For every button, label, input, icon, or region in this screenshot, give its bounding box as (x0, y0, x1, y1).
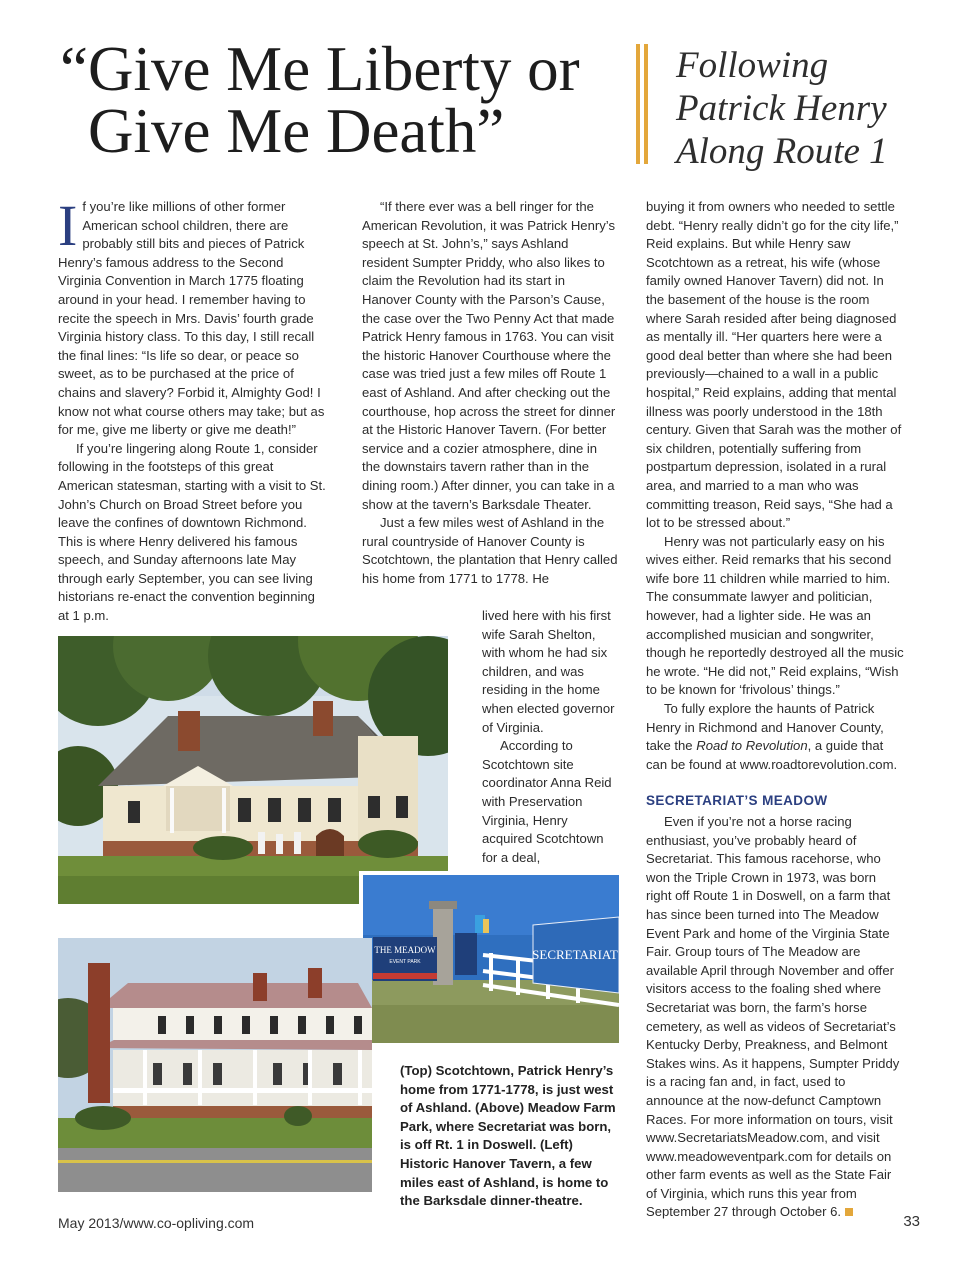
headline-line-2: Give Me Death” (88, 96, 505, 166)
sign-subtext: EVENT PARK (389, 959, 421, 965)
headline (60, 34, 630, 166)
scotchtown-illustration (58, 636, 448, 904)
accent-rule (636, 44, 640, 164)
paragraph-text: Even if you’re not a horse racing enthusiast, you’ve probably heard of Secretariat. This famous racehorse, who won the Triple Crown in 1973, was born right off Route 1 in Doswell, on a farm that has since been turned into The Meadow Event Park and home of the Virginia State Fair. Group tours of The Meadow are available April through November and offer visitors access to the foaling shed where Secretariat was born, the farm’s horse cemetery, as well as videos of Secretariat’s Kentucky Derby, Preakness, and Belmont Stakes wins. As it happens, Sumpter Priddy is a racing fan and, in fact, used to announce at the now-defunct Camptown Races. For more information on tours, visit www.SecretariatsMeadow.com, and visit www.meadoweventpark.com for details on other farm events as well as the State Fair of Virginia, which runs this year from September 27 through October 6. (646, 814, 900, 1220)
paragraph (646, 700, 904, 774)
subheadline-line-1: Following (676, 45, 829, 86)
subheadline-line-2: Patrick Henry (676, 88, 887, 129)
paragraph (646, 813, 904, 1222)
paragraph (58, 193, 326, 440)
hanover-tavern-photo (58, 938, 372, 1192)
subheadline-line-3: Along Route 1 (676, 131, 888, 172)
body-column-3 (646, 198, 904, 1222)
body-column-2 (362, 198, 618, 588)
accent-rule (644, 44, 648, 164)
meadow-illustration (363, 875, 619, 1043)
paragraph: If you’re lingering along Route 1, consider following in the footsteps of this great American statesman, starting with a visit to St. John’s Church on Broad Street before you leave the confines of downtown Richmond. This is where Henry delivered his famous speech, and Sunday afternoons late May through early September, you can see living historians re-enact the convention beginning at 1 p.m. (58, 440, 326, 624)
drop-cap: I (58, 193, 78, 258)
paragraph-text: f you’re like millions of other former American school children, there are probably still bits and pieces of Patrick Henry’s famous address to the Second Virginia Convention in March 1775 floating around in your head. I remember having to recite the speech in Mrs. Davis’ fourth grade Virginia history class. To this day, I still recall the final lines: “Is life so dear, or peace so sweet, as to be purchased at the price of chains and slavery? Forbid it, Almighty God! I know not what course others may take; but as for me, give me liberty or give me death!” (58, 199, 325, 438)
section-heading: SECRETARIAT’S MEADOW (646, 793, 828, 809)
banner-text: SECRETARIAT (532, 947, 618, 962)
sign-text: THE MEADOW (374, 945, 436, 955)
paragraph: “If there ever was a bell ringer for the American Revolution, it was Patrick Henry’s speech at St. John’s,” says Ashland resident Sumpter Priddy, who also likes to claim the Revolution had its start in Hanover County with the Parson’s Cause, the case over the Two Penny Act that made Patrick Henry famous in 1763. You can visit the historic Hanover Courthouse where the case was tried just a few miles off Route 1 east of Ashland. And after checking out the courthouse, hop across the street for dinner at the Historic Hanover Tavern. (For better service and a cozier atmosphere, dine in the downstairs tavern rather than in the dining room.) After dinner, you can take in a show at the tavern’s Barksdale Theater. (362, 199, 616, 512)
paragraph: lived here with his first wife Sarah Shelton, with whom he had six children, and was residing in the home when elected governor of Virginia. (482, 608, 615, 735)
tavern-illustration (58, 938, 372, 1192)
paragraph-text: , a guide that can be found at www.roadtorevolution.com. (646, 738, 898, 772)
body-column-1 (58, 193, 326, 626)
end-mark-icon (845, 1208, 853, 1216)
paragraph: buying it from owners who needed to settle debt. “Henry really didn’t go for the city life,” Reid explains. But while Henry saw Scotchtown as a retreat, his wife (whose family owned Hanover Tavern) did not. In the basement of the house is the room where Sarah resided after being diagnosed as mentally ill. “Her quarters here were a good deal better than where she had been previously—chained to a wall in a public hospital,” Reid explains, adding that mental illness was poorly understood in the 18th century. Given that Sarah was the mother of six children, potentially suffering from postpartum depression, isolated in a rural area, and married to a man who was committing treason, Reid says, “She had a lot to be stressed about.” (646, 199, 902, 531)
guide-title: Road to Revolution (696, 738, 808, 754)
paragraph-text: To fully explore the haunts of Patrick Henry in Richmond and Hanover County, take the (646, 701, 884, 754)
body-column-2-continued (482, 607, 618, 867)
photo-caption: (Top) Scotchtown, Patrick Henry’s home from 1771-1778, is just west of Ashland. (Above) Meadow Farm Park, where Secretariat was born, is off Rt. 1 in Doswell. (Left) Historic Hanover Tavern, a few miles east of Ashland, is home to the Barksdale dinner-theatre. (400, 1063, 616, 1209)
paragraph: Henry was not particularly easy on his wives either. Reid remarks that his second wife bore 11 children while married to him. The consummate lawyer and politician, however, had a lighter side. He was an accomplished musician and songwriter, though he reportedly destroyed all the music he wrote. “He did not,” Reid explains, “Wish to be known for ‘frivolous’ things.” (646, 533, 904, 698)
subheadline (676, 44, 936, 173)
headline-line-1: “Give Me Liberty or (60, 34, 580, 104)
paragraph: According to Scotchtown site coordinator Anna Reid with Preservation Virginia, Henry acquired Scotchtown for a deal, (482, 738, 612, 865)
paragraph: Just a few miles west of Ashland in the rural countryside of Hanover County is Scotchtown, the plantation that Henry called his home from 1771 to 1778. He (362, 515, 618, 586)
footer-issue-and-website: May 2013/www.co-opliving.com (58, 1215, 255, 1231)
scotchtown-photo (58, 636, 448, 904)
meadow-event-park-photo (359, 871, 619, 1043)
page-number: 33 (903, 1213, 920, 1230)
